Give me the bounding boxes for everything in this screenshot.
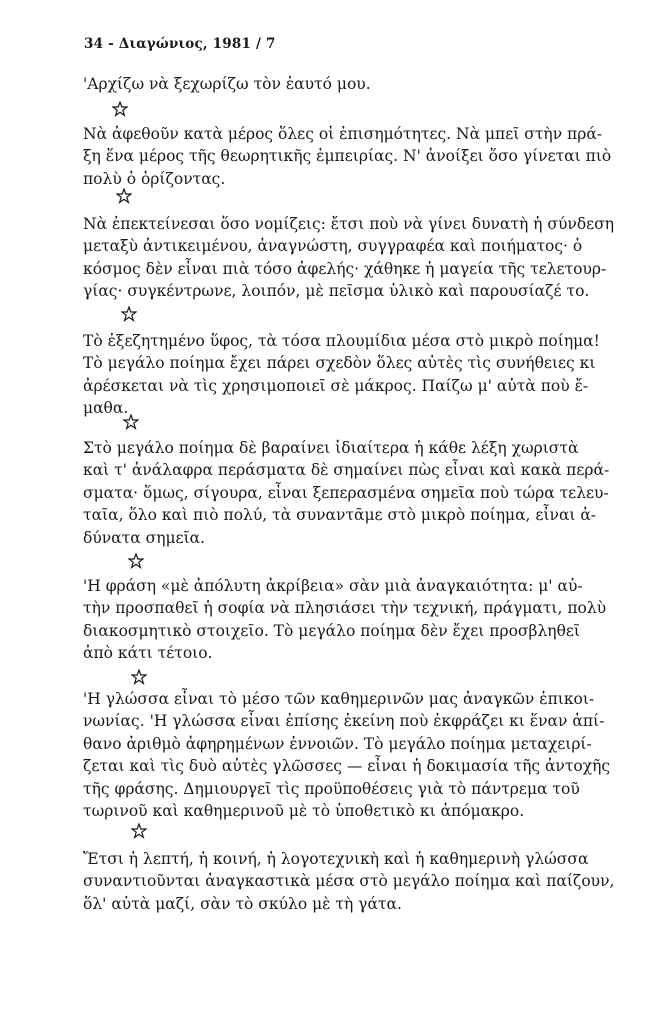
paragraph (83, 575, 628, 665)
text-line: ζεται καὶ τὶς δυὸ αὐτὲς γλῶσσες — εἶναι ἡ δοκιμασία τῆς ἀντοχῆς (83, 757, 611, 776)
text-line: ξη ἕνα μέρος τῆς θεωρητικῆς ἐμπειρίας. Ν' ἀνοίξει ὅσο γίνεται πιὸ (83, 147, 612, 166)
text-line: 'Η γλώσσα εἶναι τὸ μέσο τῶν καθημερινῶν μας ἀναγκῶν ἐπικοι- (83, 690, 595, 708)
star-ornament-icon (131, 669, 149, 687)
text-line: γίας· συγκέντρωνε, λοιπόν, μὲ πεῖσμα ὑλικὸ καὶ παρουσίαζέ το. (83, 282, 590, 301)
paragraph (83, 330, 628, 420)
text-line: τωρινοῦ καὶ καθημερινοῦ μὲ τὸ ὑποθετικὸ κι ἀπόμακρο. (83, 802, 525, 821)
text-line: ἀρέσκεται νὰ τὶς χρησιμοποιεῖ σὲ μάκρος. Παίζω μ' αὐτὰ ποὺ ἔ- (83, 376, 589, 395)
text-line: τῆς φράσης. Δημιουργεῖ τὶς προϋποθέσεις γιὰ τὸ πάντρεμα τοῦ (83, 779, 580, 798)
text-line: καὶ τ' ἀνάλαφρα περάσματα δὲ σημαίνει πὼς εἶναι καὶ κακὰ περά- (83, 461, 610, 480)
star-ornament-icon (112, 101, 130, 119)
text-line: Νὰ ἀφεθοῦν κατὰ μέρος ὅλες οἱ ἐπισημότητες. Νὰ μπεῖ στὴν πρά- (83, 125, 603, 143)
paragraph (83, 848, 628, 915)
text-line: νωνίας. 'Η γλώσσα εἶναι ἐπίσης ἐκείνη ποὺ ἐκφράζει κι ἕναν ἀπί- (83, 712, 605, 731)
star-ornament-icon (116, 188, 134, 206)
text-line: Στὸ μεγάλο ποίημα δὲ βαραίνει ἰδιαίτερα ἡ κάθε λέξη χωριστὰ (83, 439, 579, 457)
text-line: μεταξὺ ἀντικειμένου, ἀναγνώστη, συγγραφέα καὶ ποιήματος· ὁ (83, 237, 583, 256)
text-line: πολὺ ὁ ὁρίζοντας. (83, 169, 226, 188)
star-ornament-icon (121, 306, 139, 324)
text-line: Τὸ μεγάλο ποίημα ἔχει πάρει σχεδὸν ὅλες αὐτὲς τὶς συνήθειες κι (83, 354, 596, 373)
text-line: κόσμος δὲν εἶναι πιὰ τόσο ἀφελής· χάθηκε ἡ μαγεία τῆς τελετουρ- (83, 259, 607, 278)
paragraph (83, 123, 628, 190)
text-line: θανο ἀριθμὸ ἀφηρημένων ἐννοιῶν. Τὸ μεγάλο ποίημα μεταχειρί- (83, 734, 592, 753)
text-line: μαθα. (83, 399, 129, 418)
paragraph (83, 688, 628, 822)
text-line: 'Η φράση «μὲ ἀπόλυτη ἀκρίβεια» σὰν μιὰ ἀναγκαιότητα: μ' αὐ- (83, 577, 583, 595)
paragraph (83, 437, 628, 549)
text-line: Νὰ ἐπεκτείνεσαι ὅσο νομίζεις: ἔτσι ποὺ νὰ γίνει δυνατὴ ἡ σύνδεση (83, 215, 615, 233)
text-line: τὴν προσπαθεῖ ἡ σοφία νὰ πλησιάσει τὴν τεχνική, πράγματι, πολὺ (83, 599, 607, 618)
text-line: ὅλ' αὐτὰ μαζί, σὰν τὸ σκύλο μὲ τὴ γάτα. (83, 894, 402, 913)
opening-line: 'Αρχίζω νὰ ξεχωρίζω τὸν ἑαυτό μου. (83, 75, 371, 93)
text-line: σματα· ὅμως, σίγουρα, εἶναι ξεπερασμένα σημεῖα ποὺ τώρα τελευ- (83, 483, 609, 502)
text-line: ἀπὸ κάτι τέτοιο. (83, 644, 213, 663)
star-ornament-icon (128, 553, 146, 571)
text-line: δύνατα σημεῖα. (83, 528, 206, 547)
text-line: Τὸ ἐξεζητημένο ὕφος, τὰ τόσα πλουμίδια μέσα στὸ μικρὸ ποίημα! (83, 332, 600, 350)
text-line: ταῖα, ὅλο καὶ πιὸ πολύ, τὰ συναντᾶμε στὸ μικρὸ ποίημα, εἶναι ἀ- (83, 506, 597, 525)
text-line: συναντιοῦνται ἀναγκαστικὰ μέσα στὸ μεγάλο ποίημα καὶ παίζουν, (83, 872, 615, 891)
paragraph (83, 213, 628, 303)
text-line: διακοσμητικὸ στοιχεῖο. Τὸ μεγάλο ποίημα δὲν ἔχει προσβληθεῖ (83, 621, 581, 640)
star-ornament-icon (131, 823, 149, 841)
text-line: Ἔτσι ἡ λεπτή, ἡ κοινή, ἡ λογοτεχνικὴ καὶ ἡ καθημερινὴ γλώσσα (83, 850, 589, 868)
running-head: 34 - Διαγώνιος, 1981 / 7 (84, 36, 276, 52)
